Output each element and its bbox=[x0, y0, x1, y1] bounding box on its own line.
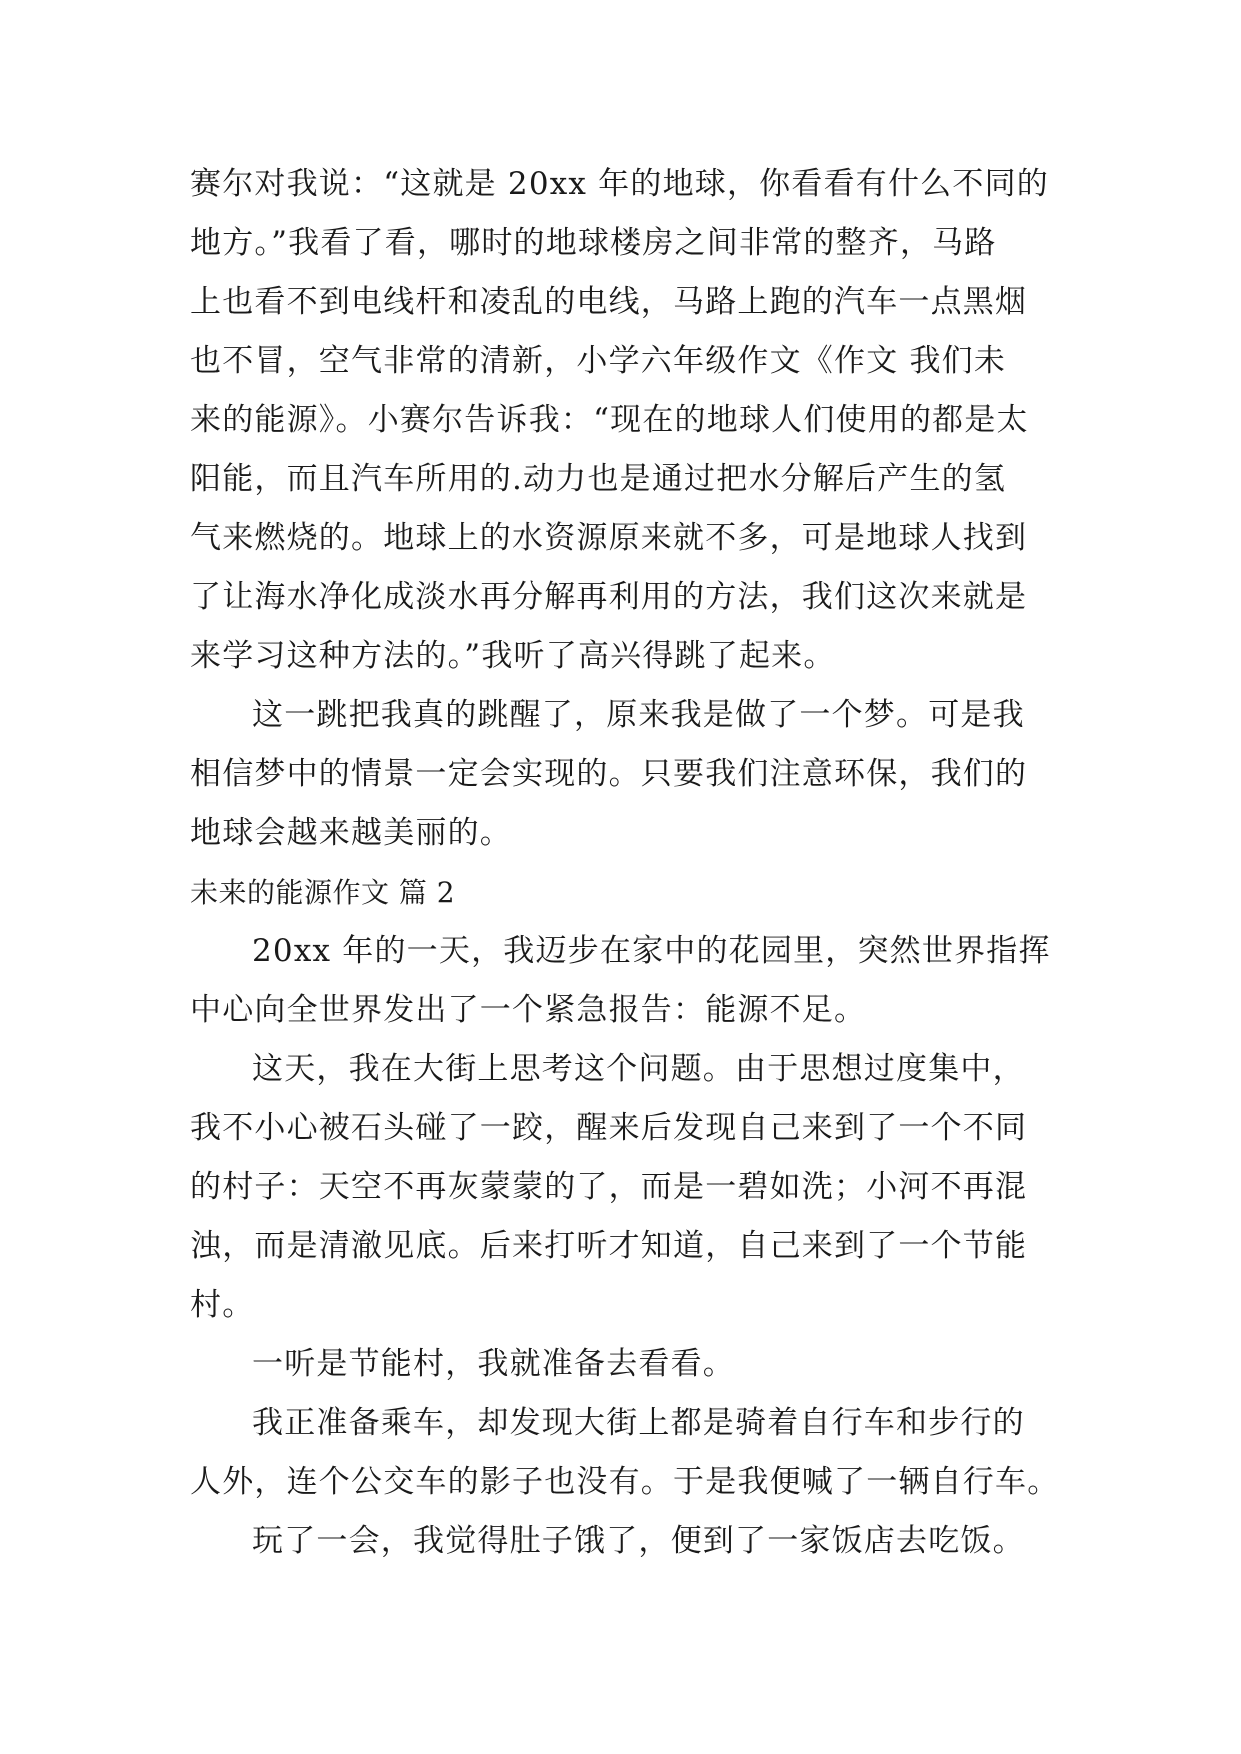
paragraph-start-line: 这天，我在大街上思考这个问题。由于思想过度集中， bbox=[252, 1051, 1025, 1087]
text-line: 上也看不到电线杆和凌乱的电线，马路上跑的汽车一点黑烟 bbox=[190, 284, 1028, 320]
text-line: 气来燃烧的。地球上的水资源原来就不多，可是地球人找到 bbox=[190, 520, 1028, 556]
text-line: 也不冒，空气非常的清新，小学六年级作文《作文 我们未 bbox=[190, 343, 1007, 379]
text-line: 阳能，而且汽车所用的.动力也是通过把水分解后产生的氢 bbox=[190, 461, 1007, 497]
text-line: 地方。”我看了看，哪时的地球楼房之间非常的整齐，马路 bbox=[190, 225, 997, 261]
paragraph-start-line: 我正准备乘车，却发现大街上都是骑着自行车和步行的 bbox=[252, 1405, 1025, 1441]
text-line: 我不小心被石头碰了一跤，醒来后发现自己来到了一个不同 bbox=[190, 1110, 1028, 1146]
text-line: 浊，而是清澈见底。后来打听才知道，自己来到了一个节能 bbox=[190, 1228, 1028, 1264]
paragraph-start-line: 玩了一会，我觉得肚子饿了，便到了一家饭店去吃饭。 bbox=[252, 1523, 1025, 1559]
document-page bbox=[190, 155, 1070, 1571]
paragraph-start-line: 一听是节能村，我就准备去看看。 bbox=[252, 1346, 735, 1382]
section-heading: 未来的能源作文 篇 2 bbox=[190, 876, 456, 909]
text-line: 相信梦中的情景一定会实现的。只要我们注意环保，我们的 bbox=[190, 756, 1028, 792]
text-line: 人外，连个公交车的影子也没有。于是我便喊了一辆自行车。 bbox=[190, 1464, 1060, 1500]
text-line: 村。 bbox=[190, 1287, 255, 1323]
text-line: 地球会越来越美丽的。 bbox=[190, 815, 512, 851]
text-line: 赛尔对我说：“这就是 20xx 年的地球，你看看有什么不同的 bbox=[190, 166, 1049, 202]
paragraph-start-line: 20xx 年的一天，我迈步在家中的花园里，突然世界指挥 bbox=[252, 933, 1051, 969]
text-line: 了让海水净化成淡水再分解再利用的方法，我们这次来就是 bbox=[190, 579, 1028, 615]
text-line: 中心向全世界发出了一个紧急报告：能源不足。 bbox=[190, 992, 867, 1028]
text-line: 来学习这种方法的。”我听了高兴得跳了起来。 bbox=[190, 638, 836, 674]
text-line: 来的能源》。小赛尔告诉我：“现在的地球人们使用的都是太 bbox=[190, 402, 1029, 438]
text-line: 的村子：天空不再灰蒙蒙的了，而是一碧如洗；小河不再混 bbox=[190, 1169, 1028, 1205]
paragraph-start-line: 这一跳把我真的跳醒了，原来我是做了一个梦。可是我 bbox=[252, 697, 1025, 733]
